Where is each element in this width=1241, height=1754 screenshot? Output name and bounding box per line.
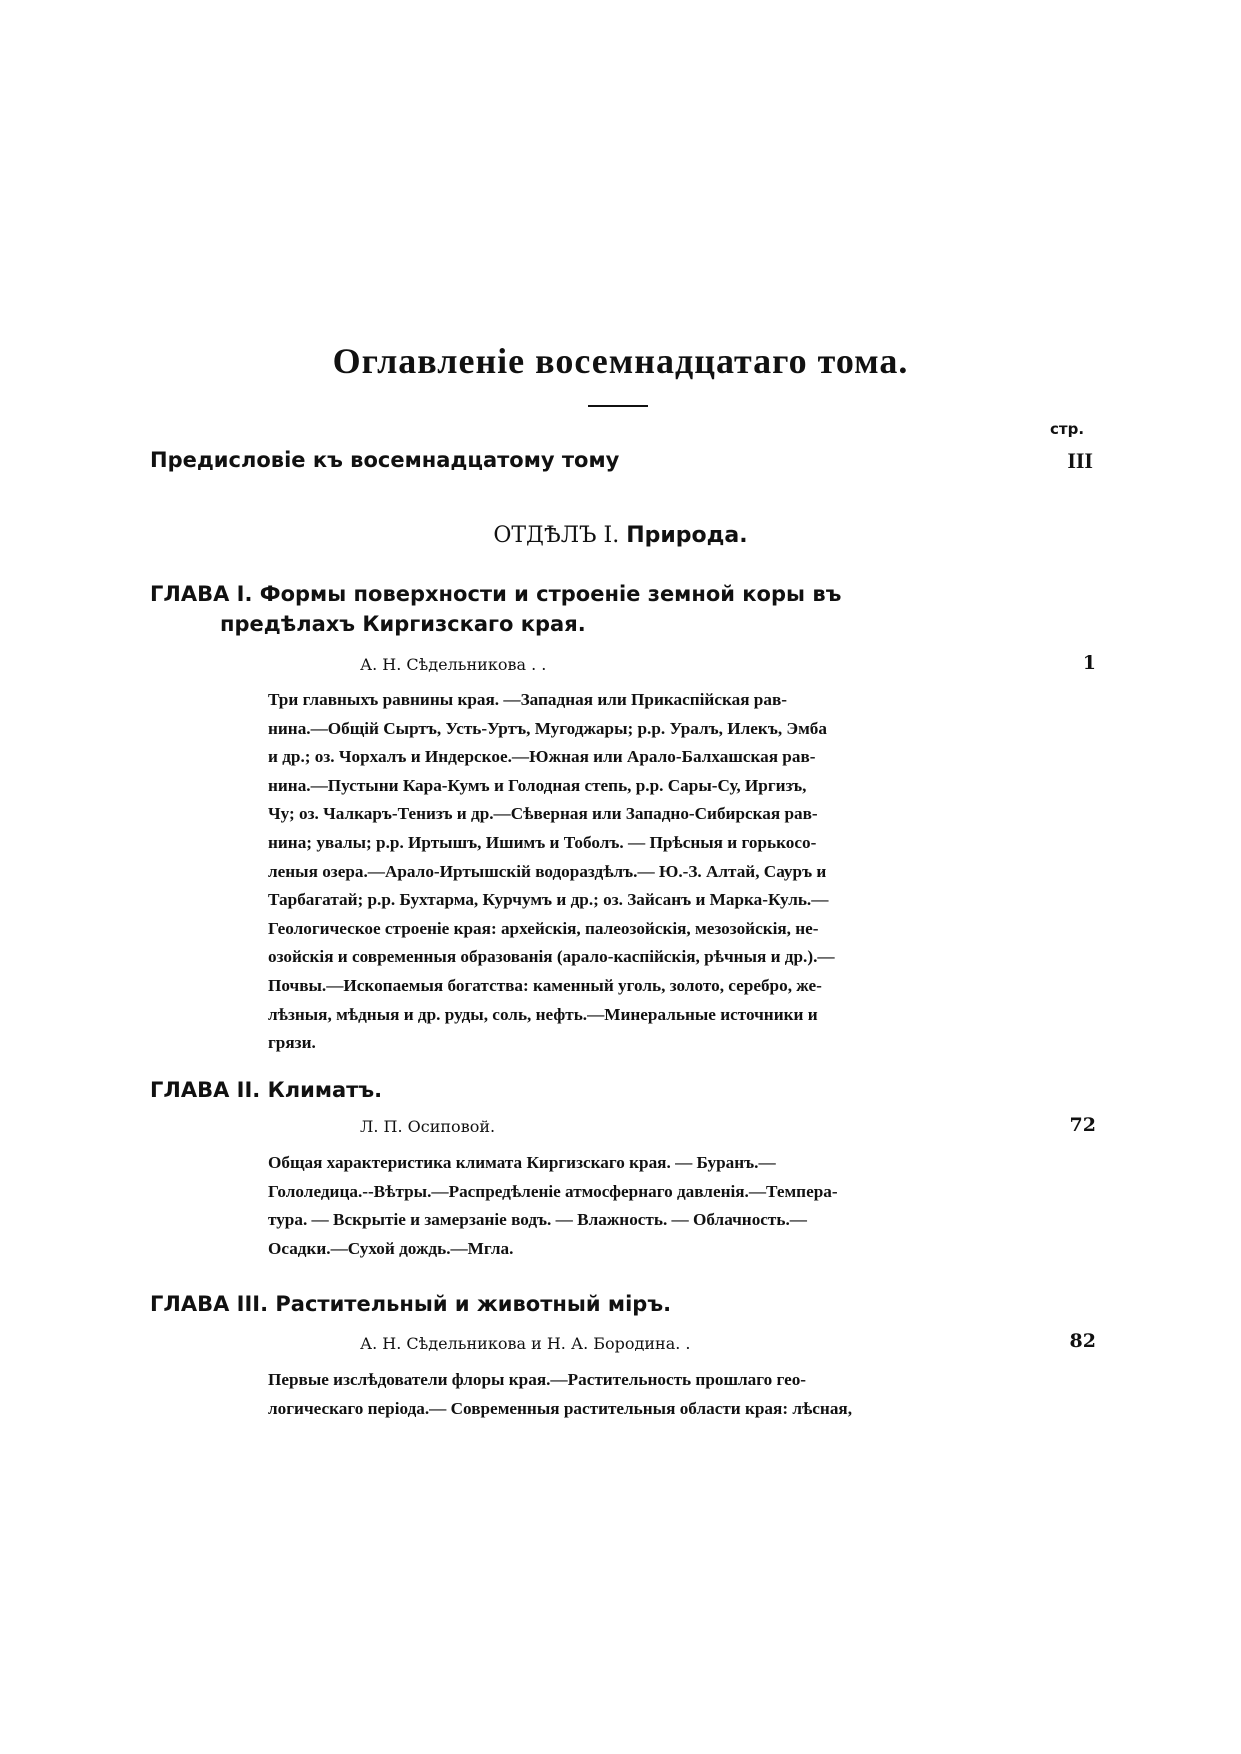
chapter-3-heading <box>150 1292 671 1316</box>
chapter-3-label: ГЛАВА III. <box>150 1292 269 1316</box>
section-name: Природа. <box>626 523 748 548</box>
summary-line: Осадки.—Сухой дождь.—Мгла. <box>268 1238 514 1258</box>
chapter-2-label: ГЛАВА II. <box>150 1078 261 1102</box>
page-title: Оглавленіе восемнадцатаго тома. <box>332 341 909 381</box>
chapter-1-page-number: 1 <box>1082 652 1096 674</box>
chapter-3-author: А. Н. Сѣдельникова и Н. А. Бородина. . <box>360 1334 691 1353</box>
summary-line: нина.—Общій Сыртъ, Усть-Уртъ, Мугоджары; р.р. Уралъ, Илекъ, Эмба <box>268 718 827 738</box>
chapter-1-title-line2: предѣлахъ Киргизскаго края. <box>220 612 586 636</box>
chapter-1-label: ГЛАВА I. <box>150 582 253 606</box>
summary-line: нина.—Пустыни Кара-Кумъ и Голодная степь, р.р. Сары-Су, Иргизъ, <box>268 775 807 795</box>
title-divider <box>588 405 648 407</box>
chapter-1-author: А. Н. Сѣдельникова . . <box>360 655 547 674</box>
summary-line: Почвы.—Ископаемыя богатства: каменный уголь, золото, серебро, же- <box>268 975 822 995</box>
chapter-1-title-line1: Формы поверхности и строеніе земной коры въ <box>259 582 842 606</box>
summary-line: лѣзныя, мѣдныя и др. руды, соль, нефть.—Минеральные источники и <box>268 1004 818 1024</box>
chapter-1-heading <box>150 582 841 606</box>
preface-page-number: III <box>1067 448 1093 473</box>
chapter-2-summary <box>268 1149 838 1263</box>
preface-entry: Предисловіе къ восемнадцатому тому <box>150 448 620 472</box>
summary-line: Гололедица.--Вѣтры.—Распредѣленіе атмосфернаго давленія.—Темпера- <box>268 1181 838 1201</box>
page-column-label: стр. <box>1050 420 1085 438</box>
section-prefix: ОТДѢЛЪ I. <box>493 523 620 548</box>
summary-line: Чу; оз. Чалкаръ-Тенизъ и др.—Сѣверная или Западно-Сибирская рав- <box>268 804 818 824</box>
summary-line: грязи. <box>268 1033 316 1053</box>
summary-line: озойскія и современныя образованія (арало-каспійскія, рѣчныя и др.).— <box>268 947 835 967</box>
chapter-2-author: Л. П. Осиповой. <box>360 1117 496 1136</box>
chapter-3-summary <box>268 1366 852 1423</box>
chapter-3-title-line1: Растительный и животный міръ. <box>275 1292 672 1316</box>
summary-line: Первые изслѣдователи флоры края.—Растительность прошлаго гео- <box>268 1370 807 1389</box>
summary-line: Три главныхъ равнины края. —Западная или Прикаспійская рав- <box>268 690 787 709</box>
summary-line: Геологическое строеніе края: архейскія, палеозойскія, мезозойскія, не- <box>268 918 819 938</box>
chapter-2-page-number: 72 <box>1069 1114 1096 1136</box>
summary-line: леныя озера.—Арало-Иртышскій водораздѣлъ.— Ю.-З. Алтай, Сауръ и <box>268 861 827 881</box>
summary-line: Тарбагатай; р.р. Бухтарма, Курчумъ и др.; оз. Зайсанъ и Марка-Куль.— <box>268 890 829 910</box>
summary-line: логическаго періода.— Современныя растительныя области края: лѣсная, <box>268 1398 853 1418</box>
chapter-2-title-line1: Климатъ. <box>267 1078 383 1102</box>
summary-line: Общая характеристика климата Киргизскаго края. — Буранъ.— <box>268 1153 776 1172</box>
chapter-1-summary <box>268 686 835 1058</box>
summary-line: и др.; оз. Чорхалъ и Индерское.—Южная или Арало-Балхашская рав- <box>268 747 816 767</box>
chapter-2-heading <box>150 1078 382 1102</box>
section-heading <box>0 523 1241 548</box>
chapter-3-page-number: 82 <box>1069 1330 1096 1352</box>
summary-line: нина; увалы; р.р. Иртышъ, Ишимъ и Тоболъ. — Прѣсныя и горькосо- <box>268 832 817 852</box>
summary-line: тура. — Вскрытіе и замерзаніе водъ. — Влажность. — Облачность.— <box>268 1210 807 1230</box>
